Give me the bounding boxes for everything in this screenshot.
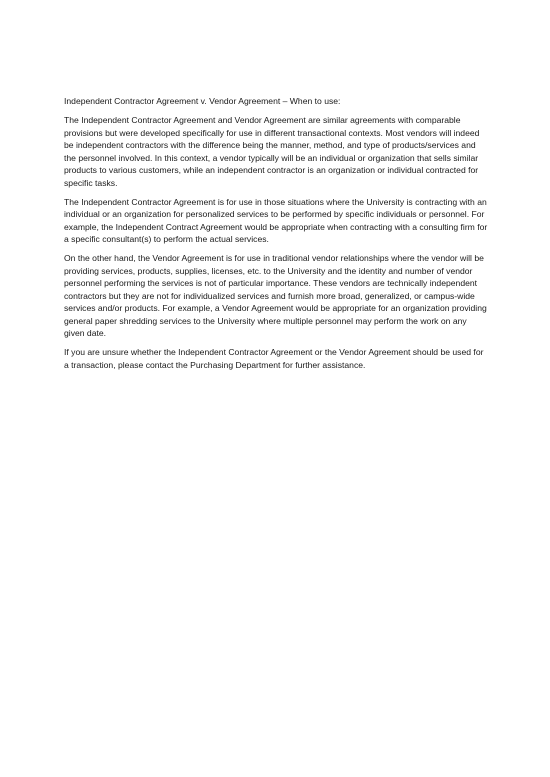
document-heading: Independent Contractor Agreement v. Vendor Agreement – When to use:	[64, 96, 341, 106]
paragraph-independent-contractor: The Independent Contractor Agreement is for use in those situations where the University is contracting with an individual or an organization for personalized services to be performed by specific individuals or personnel. For example, the Independent Contract Agreement would be appropriate when contracting with a consulting firm for a specific consultant(s) to perform the actual services.	[64, 196, 488, 244]
paragraph-overview: The Independent Contractor Agreement and Vendor Agreement are similar agreements with comparable provisions but were developed specifically for use in different transactional contexts. Most vendors will indeed be independent contractors with the difference being the manner, method, and type of products/services and the personnel involved. In this context, a vendor typically will be an individual or organization that sells similar products to various customers, while an independent contractor is an organization or individual contracted for specific tasks.	[64, 115, 480, 188]
document-body	[64, 95, 488, 378]
paragraph-contact: If you are unsure whether the Independent Contractor Agreement or the Vendor Agreement should be used for a transaction, please contact the Purchasing Department for further assistance.	[64, 347, 484, 370]
paragraph-vendor-agreement: On the other hand, the Vendor Agreement is for use in traditional vendor relationships where the vendor will be providing services, products, supplies, licenses, etc. to the University and the identity and number of vendor personnel performing the services is not of particular importance. These vendors are technically independent contractors but they are not for individualized services and furnish more broad, generalized, or campus-wide services and/or products. For example, a Vendor Agreement would be appropriate for an organization providing general paper shredding services to the University where multiple personnel may perform the work on any given date.	[64, 253, 487, 338]
